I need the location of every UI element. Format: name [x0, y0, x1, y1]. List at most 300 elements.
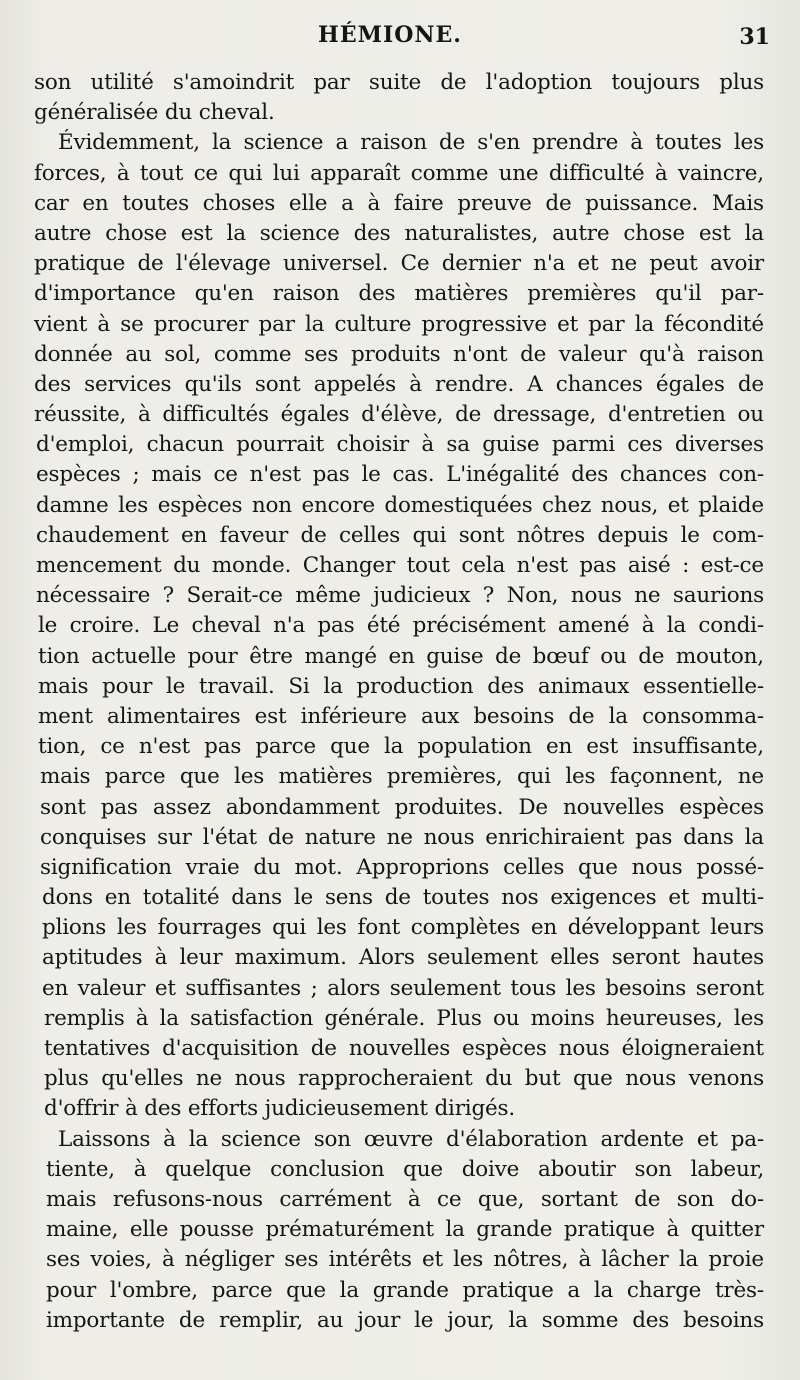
text-line — [34, 521, 764, 551]
word: négliger — [184, 1247, 275, 1273]
word: pas — [312, 462, 350, 488]
word: suffisantes — [185, 975, 301, 1001]
word: d'élaboration — [446, 1126, 588, 1152]
word: com- — [712, 522, 764, 548]
word: lui — [272, 160, 300, 186]
word: aux — [420, 703, 460, 729]
word: sa — [446, 432, 470, 458]
word: Alors — [359, 945, 415, 971]
word: procurer — [153, 311, 249, 337]
word: à — [125, 1096, 145, 1122]
word: ce — [437, 1186, 462, 1212]
word: et — [667, 492, 689, 518]
word: égales — [655, 371, 725, 397]
word: se — [120, 311, 144, 337]
word: utilité — [90, 70, 154, 95]
word: d'offrir — [44, 1096, 125, 1122]
word: inférieure — [300, 703, 407, 729]
word: rendre. — [435, 371, 515, 397]
word: les — [565, 764, 596, 790]
word: tiente, — [46, 1156, 115, 1182]
word: l'état — [202, 824, 257, 850]
word: nature — [304, 824, 376, 850]
word: et — [668, 885, 690, 911]
word: produits — [350, 341, 441, 367]
word: proie — [708, 1247, 764, 1273]
word: les — [116, 915, 147, 941]
word: des — [144, 1096, 188, 1122]
text-line — [34, 1004, 764, 1034]
word: précisément — [412, 613, 546, 639]
word: à — [116, 160, 130, 186]
word: bœuf — [532, 643, 589, 669]
word: car — [34, 190, 69, 216]
word: animaux — [537, 673, 630, 699]
word: son — [634, 1156, 672, 1182]
word: seulement — [389, 975, 501, 1001]
word: leur — [179, 945, 223, 971]
word: chances — [555, 371, 643, 397]
word: ou — [600, 643, 627, 669]
word: con- — [718, 462, 764, 488]
word: universel. — [283, 251, 389, 277]
text-line — [34, 279, 764, 309]
word: l'adoption — [485, 70, 593, 95]
word: cela — [461, 553, 506, 578]
word: travail. — [198, 673, 275, 699]
word: grande — [476, 1217, 553, 1243]
word: d'entretien — [607, 402, 726, 428]
word: raison — [272, 281, 340, 307]
text-line — [34, 460, 764, 490]
word: au — [316, 1307, 344, 1333]
word: la — [226, 220, 246, 246]
word: Ce — [400, 251, 430, 277]
word: que — [578, 854, 618, 880]
word: comme — [410, 160, 489, 186]
word: efforts — [187, 1096, 265, 1122]
word: tion, — [38, 734, 87, 760]
word: de — [545, 190, 572, 216]
text-line — [34, 611, 764, 641]
word: le — [38, 613, 58, 639]
word: les — [733, 1005, 764, 1031]
word: d'élève, — [361, 402, 444, 428]
word: à — [407, 1186, 421, 1212]
word: alimentaires — [106, 703, 241, 729]
word: tout — [406, 553, 450, 578]
word: mot. — [294, 854, 343, 880]
word: sol, — [164, 341, 202, 367]
word: sont — [458, 522, 505, 548]
word: pas — [579, 553, 617, 578]
word: aptitudes — [42, 945, 143, 971]
word: même — [295, 583, 361, 609]
word: de — [568, 703, 595, 729]
word: mais — [40, 764, 91, 790]
word: les — [234, 764, 265, 790]
word: par- — [720, 281, 764, 307]
text-line — [34, 68, 764, 98]
text-line — [34, 1276, 764, 1306]
word: L'inégalité — [446, 462, 560, 488]
word: elle — [129, 1217, 169, 1243]
word: nouvelles — [348, 1036, 451, 1061]
text-line — [34, 581, 764, 611]
word: insuffisante, — [632, 734, 764, 760]
word: chose — [105, 220, 167, 246]
word: sens — [324, 885, 373, 911]
text-line — [34, 1215, 764, 1245]
word: les — [565, 975, 596, 1001]
word: guise — [426, 643, 484, 669]
word: nous — [625, 1066, 677, 1092]
text-line — [34, 1125, 764, 1155]
word: à — [630, 130, 643, 156]
word: croire. — [69, 613, 141, 639]
word: ; — [310, 975, 318, 1001]
word: assez — [152, 794, 211, 820]
word: à — [138, 402, 151, 428]
word: qu'en — [194, 281, 254, 307]
word: les — [453, 1247, 484, 1273]
word: est — [254, 703, 287, 729]
word: encore — [301, 492, 375, 518]
text-line — [34, 189, 764, 219]
word: à — [163, 1126, 176, 1152]
word: Le — [152, 613, 180, 639]
word: pousse — [179, 1217, 254, 1243]
word: à — [154, 945, 168, 971]
word: refusons-nous — [112, 1186, 263, 1212]
word: but — [524, 1066, 561, 1092]
word: a — [335, 130, 349, 156]
word: difficultés — [162, 402, 269, 428]
text-line — [34, 430, 764, 460]
word: de — [455, 402, 482, 428]
word: pratique — [563, 1217, 655, 1243]
text-line — [34, 370, 764, 400]
word: voies, — [90, 1247, 152, 1273]
word: chaudement — [36, 522, 169, 548]
word: judicieusement — [264, 1096, 435, 1122]
word: moins — [530, 1005, 595, 1031]
word: cheval — [191, 613, 261, 639]
word: en — [530, 915, 557, 941]
word: de — [634, 1186, 661, 1212]
word: parce — [255, 734, 316, 760]
word: très- — [714, 1277, 764, 1303]
word: population — [417, 734, 532, 760]
word: la — [508, 1307, 528, 1333]
word: suite — [368, 70, 422, 95]
word: chances — [619, 462, 707, 488]
word: toutes — [122, 190, 189, 216]
word: des — [571, 462, 609, 488]
word: le — [293, 885, 314, 911]
word: culture — [334, 311, 412, 337]
word: de — [495, 643, 522, 669]
text-line — [34, 702, 764, 732]
word: condi- — [698, 613, 764, 639]
word: les — [118, 492, 149, 518]
word: do- — [730, 1186, 764, 1212]
word: l'élevage — [175, 251, 271, 277]
word: grande — [372, 1277, 449, 1303]
text-line — [34, 943, 764, 973]
word: et — [577, 251, 599, 277]
word: des — [632, 1307, 670, 1333]
word: s'en — [477, 130, 520, 156]
word: et — [696, 1126, 718, 1152]
word: maximum. — [234, 945, 347, 971]
word: satisfaction — [190, 1005, 314, 1031]
word: toutes — [655, 130, 722, 156]
body-text — [34, 68, 764, 1336]
word: la — [744, 824, 764, 850]
word: le — [165, 673, 186, 699]
word: parce — [104, 764, 166, 790]
text-line — [34, 128, 764, 158]
word: sur — [157, 824, 192, 850]
word: celles — [503, 854, 565, 880]
word: sortant — [540, 1186, 618, 1212]
word: de — [267, 824, 294, 850]
text-line — [34, 672, 764, 702]
word: jour — [357, 1307, 401, 1333]
text-line — [34, 732, 764, 762]
word: des — [34, 371, 71, 397]
word: ardente — [600, 1126, 684, 1152]
word: tion — [38, 643, 80, 669]
text-line — [34, 340, 764, 370]
word: en — [104, 885, 131, 911]
word: mais — [46, 1186, 97, 1212]
word: qu'il — [655, 281, 702, 307]
word: signification — [40, 854, 172, 880]
word: Mais — [711, 190, 764, 216]
word: A — [527, 371, 543, 397]
word: de — [439, 130, 466, 156]
word: du — [164, 100, 199, 126]
word: quitter — [690, 1217, 764, 1243]
word: Laissons — [58, 1126, 151, 1152]
text-line — [34, 551, 764, 581]
word: production — [356, 673, 474, 699]
word: nous — [423, 824, 475, 850]
word: pour — [46, 1277, 97, 1303]
word: dans — [231, 885, 282, 911]
word: puissance. — [585, 190, 699, 216]
word: générale. — [324, 1005, 426, 1031]
word: pour — [187, 643, 238, 669]
word: venons — [688, 1066, 764, 1092]
word: ce — [193, 160, 218, 186]
word: sont — [254, 371, 301, 397]
word: matières — [414, 281, 509, 307]
word: tout — [139, 160, 184, 186]
word: la — [323, 673, 343, 699]
word: prématurément — [265, 1217, 434, 1243]
word: mangé — [304, 643, 377, 669]
word: qui — [228, 160, 263, 186]
word: importante — [46, 1307, 165, 1333]
word: plaide — [698, 492, 764, 518]
word: Plus — [436, 1005, 482, 1031]
text-line — [34, 1155, 764, 1185]
word: raison — [360, 130, 427, 156]
word: pratique — [462, 1277, 554, 1303]
word: d'emploi, — [36, 432, 135, 458]
word: Serait-ce — [186, 583, 283, 609]
word: son — [313, 1126, 351, 1152]
word: matières — [278, 764, 373, 790]
word: conclusion — [270, 1156, 385, 1182]
word: pas — [204, 734, 242, 760]
word: prendre — [532, 130, 619, 156]
word: Changer — [302, 553, 396, 578]
word: est — [698, 220, 731, 246]
word: est — [180, 220, 213, 246]
word: pour — [102, 673, 153, 699]
word: sont — [40, 794, 86, 820]
word: du — [253, 854, 281, 880]
word: des — [353, 220, 391, 246]
text-line — [34, 159, 764, 189]
word: Si — [288, 673, 310, 699]
word: ne — [195, 1066, 223, 1092]
word: ? — [482, 583, 495, 609]
word: ses — [304, 341, 339, 367]
word: enrichiraient — [485, 824, 625, 850]
word: est-ce — [700, 553, 764, 578]
word: elle — [288, 190, 328, 216]
word: de — [520, 341, 547, 367]
word: que — [572, 1066, 613, 1092]
word: font — [357, 915, 401, 941]
word: dernier — [441, 251, 521, 277]
word: chez — [542, 492, 592, 518]
word: apparaît — [310, 160, 401, 186]
word: labeur, — [690, 1156, 764, 1182]
word: au — [125, 341, 152, 367]
word: nos — [501, 885, 539, 911]
word: égales — [280, 402, 350, 428]
word: les — [733, 130, 764, 156]
text-line — [34, 823, 764, 853]
word: n'est — [249, 462, 301, 488]
word: leurs — [710, 915, 764, 941]
word: possé- — [696, 854, 764, 880]
text-line — [34, 1064, 764, 1094]
word: œuvre — [363, 1126, 434, 1152]
word: hautes — [692, 945, 764, 971]
word: monde. — [211, 553, 292, 578]
word: nécessaire — [36, 583, 151, 609]
word: en — [181, 522, 208, 548]
text-line — [34, 1306, 764, 1336]
word: s'amoindrit — [172, 70, 295, 95]
word: : — [682, 553, 690, 578]
word: tentatives — [44, 1036, 151, 1061]
word: cas. — [392, 462, 435, 488]
word: Non, — [506, 583, 559, 609]
word: ne — [610, 251, 638, 277]
word: diverses — [674, 432, 764, 458]
word: mais — [151, 462, 202, 488]
word: raison — [697, 341, 764, 367]
word: a — [567, 1277, 581, 1303]
word: services — [84, 371, 172, 397]
word: vaincre, — [677, 160, 764, 186]
word: Approprions — [356, 854, 490, 880]
word: nous, — [600, 492, 659, 518]
word: du — [173, 553, 201, 578]
word: de — [384, 885, 411, 911]
word: à — [578, 1247, 592, 1273]
word: espèces — [157, 492, 243, 518]
word: à — [367, 190, 381, 216]
word: la — [666, 613, 687, 639]
text-line — [34, 400, 764, 430]
word: qui — [516, 764, 551, 790]
word: n'ont — [453, 341, 508, 367]
word: à — [161, 1247, 175, 1273]
word: mais — [38, 673, 89, 699]
word: somme — [541, 1307, 619, 1333]
word: la — [384, 734, 404, 760]
text-line — [34, 1034, 764, 1064]
word: forces, — [34, 160, 107, 186]
word: par — [258, 311, 295, 337]
word: vraie — [185, 854, 240, 880]
word: conquises — [40, 824, 147, 850]
word: le — [414, 1307, 434, 1333]
word: la — [744, 220, 764, 246]
word: progressive — [421, 311, 547, 337]
word: de — [737, 371, 764, 397]
word: heureuses, — [605, 1005, 723, 1031]
word: aboutir — [537, 1156, 616, 1182]
word: ; — [132, 462, 140, 488]
word: que — [286, 1277, 326, 1303]
word: De — [518, 794, 548, 820]
word: exigences — [550, 885, 657, 911]
word: besoins — [473, 703, 555, 729]
word: seront — [695, 975, 764, 1001]
word: parce — [211, 1277, 273, 1303]
word: la — [339, 1277, 359, 1303]
word: autre — [552, 220, 610, 246]
text-line — [34, 1245, 764, 1275]
word: des — [358, 281, 396, 307]
text-line — [34, 974, 764, 1004]
word: chose — [623, 220, 685, 246]
word: nous — [558, 1036, 610, 1061]
text-line — [34, 1094, 764, 1124]
word: nôtres — [516, 522, 586, 548]
word: la — [159, 1005, 179, 1031]
page-header — [0, 20, 800, 54]
word: depuis — [597, 522, 669, 548]
word: saurions — [672, 583, 764, 609]
word: cheval. — [198, 100, 275, 126]
word: une — [498, 160, 539, 186]
text-line — [34, 642, 764, 672]
word: choses — [202, 190, 276, 216]
word: façonnent, — [609, 764, 724, 790]
word: guise — [482, 432, 540, 458]
